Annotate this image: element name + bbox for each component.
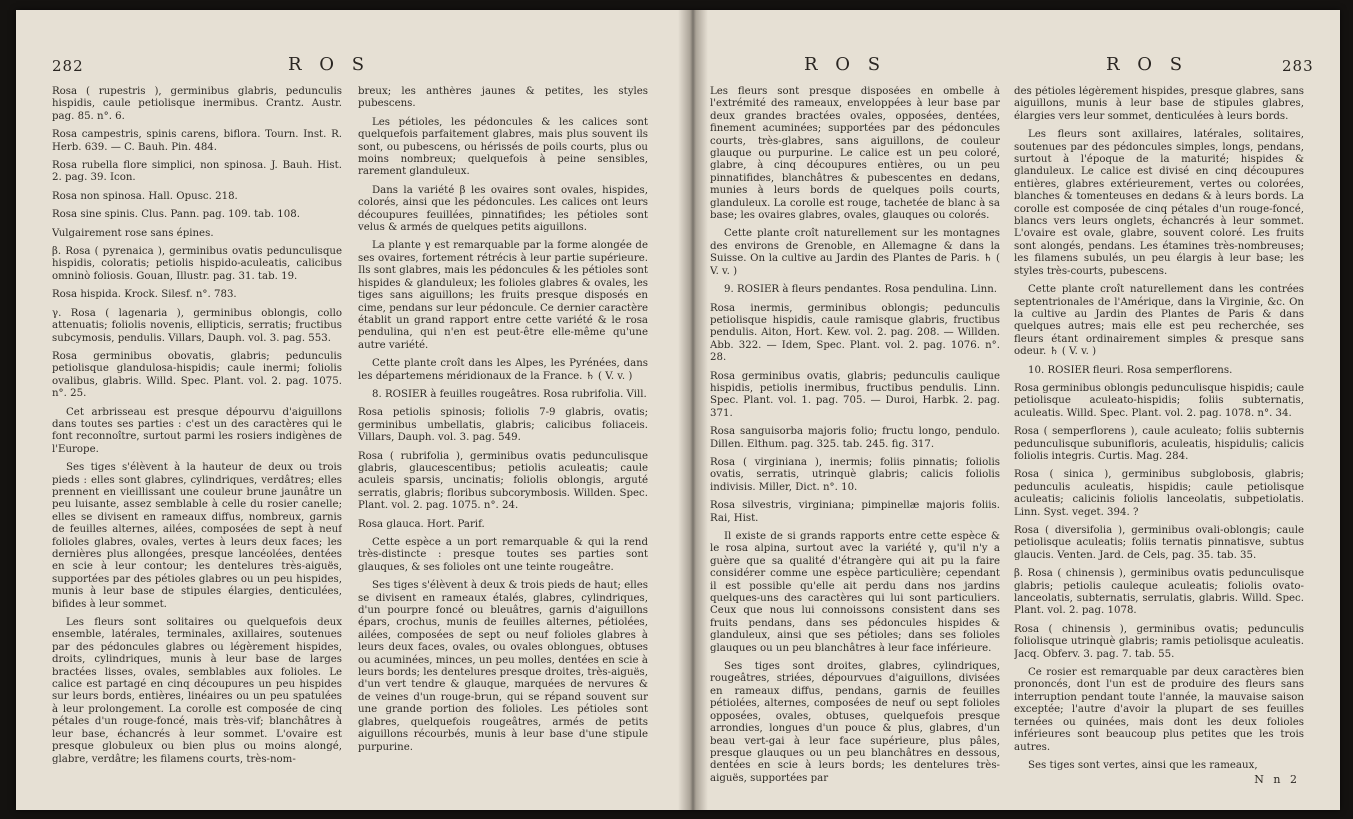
paragraph: γ. Rosa ( lagenaria ), germinibus oblongis, collo attenuatis; foliolis novenis, ellipticis, serratis; fructibus subcymosis, pendulis. Villars, Dauph. vol. 3. pag. 553. <box>52 307 342 344</box>
left-column-1 <box>52 86 342 786</box>
right-running-title-left: R O S <box>804 54 887 75</box>
right-page-number: 283 <box>1282 57 1314 75</box>
paragraph: β. Rosa ( pyrenaica ), germinibus ovatis pedunculisque hispidis, coloratis; petiolis hispido-aculeatis, calicibus omninò foliosis. Gouan, Illustr. pag. 31. tab. 19. <box>52 246 342 282</box>
paragraph: Les fleurs sont solitaires ou quelquefois deux ensemble, latérales, terminales, axillaires, soutenues par des pédoncules glabres ou légèrement hispides, droits, cylindriques, munis à leur base de larges bractées lisses, ovales, semblables aux folioles. Le calice est partagé en cinq découpures un peu hispides sur leurs bords, entières, linéaires ou un peu spatulées à leur prolongement. La corolle est composée de cinq pétales d'un rouge-foncé, mais très-vif; blanchâtres à leur base, échancrés à leur sommet. L'ovaire est presque globuleux ou bien plus ou moins alongé, glabre, verdâtre; les filamens courts, très-nom- <box>52 617 342 765</box>
paragraph: Rosa hispida. Krock. Silesf. n°. 783. <box>52 289 237 301</box>
paragraph: Ce rosier est remarquable par deux caractères bien prononcés, dont l'un est de produire des fleurs sans interruption pendant toute l'année, la mauvaise saison exceptée; l'autre d'avoir la plupart de ses feuilles ternées ou quinées, mais dont les deux folioles inférieures sont beaucoup plus petites que les trois autres. <box>1014 667 1304 753</box>
paragraph: Il existe de si grands rapports entre cette espèce & le rosa alpina, surtout avec la variété γ, qu'il n'y a guère que sa qualité d'étrangère qui ait pu la faire considérer comme une espèce particulière; cependant il est possible qu'elle ait perdu dans nos jardins quelques-uns des caractères qui lui sont particuliers. Ceux que nous lui connoissons consistent dans ses fruits pendans, dans ses pédoncules hispides & glanduleux, ainsi que ses pétioles; dans ses folioles glauques ou un peu blanchâtres à leur face inférieure. <box>710 531 1000 654</box>
paragraph: Rosa germinibus oblongis pedunculisque hispidis; caule petiolisque aculeato-hispidis; foliis subternatis, aculeatis. Willd. Spec. Plant. vol. 2. pag. 1078. n°. 34. <box>1014 382 1304 419</box>
left-page <box>16 10 686 810</box>
paragraph: Dans la variété β les ovaires sont ovales, hispides, colorés, ainsi que les pédoncules. Les calices ont leurs découpures feuillées, pinnatifides; les pétioles sont velus & armés de quelques petits aiguillons. <box>358 184 648 234</box>
paragraph: β. Rosa ( chinensis ), germinibus ovatis pedunculisque glabris; petiolis cauleque aculeatis; foliolis ovato-lanceolatis, subternatis, serrulatis, glabris. Willd. Spec. Plant. vol. 2. pag. 1078. <box>1014 568 1304 617</box>
right-page-header <box>686 54 1340 82</box>
paragraph: Vulgairement rose sans épines. <box>52 227 214 239</box>
paragraph: 8. ROSIER à feuilles rougeâtres. Rosa rubrifolia. Vill. <box>372 388 647 400</box>
paragraph: La plante γ est remarquable par la forme alongée de ses ovaires, fortement rétrécis à leur partie supérieure. Ils sont glabres, mais les pédoncules & les pétioles sont hispides & glanduleux; les folioles glabres & ovales, les tiges sans aiguillons; les fruits presque disposés en cime, pendans sur leur pédoncule. Ce dernier caractère établit un grand rapport entre cette variété & le rosa pendulina, qui n'en est peut-être elle-même qu'une autre variété. <box>358 240 648 351</box>
paragraph: Cet arbrisseau est presque dépourvu d'aiguillons dans toutes ses parties : c'est un des caractères qui le font reconnoître, surtout parmi les rosiers indigènes de l'Europe. <box>52 406 342 455</box>
paragraph: Rosa ( rubrifolia ), germinibus ovatis pedunculisque glabris, glaucescentibus; petiolis aculeatis; caule aculeis sparsis, uncinatis; foliolis oblongis, arguté serratis, glabris; floribus subcorymbosis. Willden. Spec. Plant. vol. 2. pag. 1075. n°. 24. <box>358 450 648 512</box>
paragraph: des pétioles légèrement hispides, presque glabres, sans aiguillons, munis à leur base de stipules glabres, élargies vers leur sommet, denticulées à leurs bords. <box>1014 86 1304 122</box>
left-page-header <box>16 54 686 82</box>
paragraph: Rosa ( chinensis ), germinibus ovatis; pedunculis foliolisque utrinquè glabris; ramis petiolisque aculeatis. Jacq. Obferv. 3. pag. 7. tab. 55. <box>1014 623 1304 660</box>
paragraph: Cette plante croît naturellement dans les contrées septentrionales de l'Amérique, dans la Virginie, &c. On la cultive au Jardin des Plantes de Paris & dans quelques autres; mais elle est peu recherchée, ses fleurs étant ordinairement simples & presque sans odeur. ♄ ( V. v. ) <box>1014 284 1304 358</box>
paragraph: Les fleurs sont presque disposées en ombelle à l'extrémité des rameaux, enveloppées à leur base par deux grandes bractées ovales, opposées, dentées, finement acuminées; supportées par des pédoncules courts, très-glabres, sans aiguillons, de couleur glauque ou purpurine. Le calice est un peu coloré, glabre, à cinq découpures entières, ou un peu pinnatifides, blanchâtres & pubescentes en dedans, munies à leurs bords de quelques poils courts, glanduleux. La corolle est rouge, tachetée de blanc à sa base; les ovaires glabres, ovales, glauques ou colorés. <box>710 86 1000 222</box>
paragraph: Rosa germinibus ovatis, glabris; pedunculis caulique hispidis, petiolis inermibus, fructibus pendulis. Linn. Spec. Plant. vol. 1. pag. 705. — Duroi, Harbk. 2. pag. 371. <box>710 370 1000 419</box>
paragraph: Les fleurs sont axillaires, latérales, solitaires, soutenues par des pédoncules simples, longs, pendans, surtout à l'époque de la maturité; hispides & glanduleux. Le calice est divisé en cinq découpures entières, glabres extérieurement, vertes ou colorées, blanches & tomenteuses en dedans & à leurs bords. La corolle est composée de cinq pétales d'un rouge-foncé, blancs vers leurs onglets, échancrés à leur sommet. L'ovaire est ovale, glabre, souvent coloré. Les fruits sont alongés, pendans. Les étamines très-nombreuses; les filamens subulés, un peu élargis à leur base; les styles très-courts, pubescens. <box>1014 129 1304 277</box>
paragraph: Cette plante croît dans les Alpes, les Pyrénées, dans les départemens méridionaux de la France. ♄ ( V. v. ) <box>358 358 648 382</box>
right-running-title-right: R O S <box>1106 54 1189 75</box>
paragraph: Rosa petiolis spinosis; foliolis 7-9 glabris, ovatis; germinibus umbellatis, glabris; calicibus foliaceis. Villars, Dauph. vol. 3. pag. 549. <box>358 407 648 444</box>
paragraph: Ses tiges sont droites, glabres, cylindriques, rougeâtres, striées, dépourvues d'aiguillons, divisées en rameaux diffus, pendans, garnis de feuilles pétiolées, alternes, composées de neuf ou sept folioles opposées, ovales, obtuses, quelquefois presque arrondies, longues d'un pouce & plus, glabres, d'un beau vert-gai à leur face supérieure, plus pâles, presque glauques ou un peu blanchâtres en dessous, dentées en scie à leurs bords; les dentelures très-aiguës, supportées par <box>710 661 1000 784</box>
paragraph: Ses tiges sont vertes, ainsi que les rameaux, <box>1028 759 1258 771</box>
right-column-2 <box>1014 86 1304 786</box>
paragraph: Les pétioles, les pédoncules & les calices sont quelquefois parfaitement glabres, mais plus souvent ils sont, ou pubescens, ou hérissés de poils courts, plus ou moins nombreux; quelquefois à peine sensibles, rarement glanduleux. <box>358 116 648 178</box>
page-signature: N n 2 <box>1254 773 1300 786</box>
paragraph: Ses tiges s'élèvent à deux & trois pieds de haut; elles se divisent en rameaux étalés, glabres, cylindriques, d'un pourpre foncé ou bleuâtres, garnis d'aiguillons épars, crochus, munis de feuilles alternes, pétiolées, ailées, composées de sept ou neuf folioles glabres à leurs deux faces, ovales, ou ovales oblongues, obtuses ou acuminées, minces, un peu molles, dentées en scie à leurs bords; les dentelures presque droites, très-aiguës, d'un vert tendre & glauque, marquées de nervures & de veines d'un rouge-brun, qui se répand souvent sur une grande portion des folioles. Les pétioles sont glabres, quelquefois rougeâtres, armés de petits aiguillons récourbés, munis à leur base d'une stipule purpurine. <box>358 580 648 753</box>
paragraph: 9. ROSIER à fleurs pendantes. Rosa pendulina. Linn. <box>724 284 998 296</box>
paragraph: Rosa ( virginiana ), inermis; foliis pinnatis; foliolis ovatis, serratis, utrinquè glabris; calicis foliolis indivisis. Miller, Dict. n°. 10. <box>710 456 1000 493</box>
paragraph: Rosa campestris, spinis carens, biflora. Tourn. Inst. R. Herb. 639. — C. Bauh. Pin. 484. <box>52 129 342 153</box>
book-spread <box>16 10 1340 810</box>
paragraph: Rosa silvestris, virginiana; pimpinellæ majoris foliis. Rai, Hist. <box>710 500 1000 524</box>
left-page-number: 282 <box>52 57 84 75</box>
left-column-2 <box>358 86 648 786</box>
left-running-title: R O S <box>288 54 371 75</box>
paragraph: Cette espèce a un port remarquable & qui la rend très-distincte : presque toutes ses parties sont glauques, & ses folioles ont une teinte rougeâtre. <box>358 537 648 573</box>
paragraph: Rosa germinibus obovatis, glabris; pedunculis petiolisque glandulosa-hispidis; caule inermi; foliolis ovalibus, glabris. Willd. Spec. Plant. vol. 2. pag. 1075. n°. 25. <box>52 350 342 400</box>
paragraph: Rosa non spinosa. Hall. Opusc. 218. <box>52 190 238 202</box>
paragraph: Rosa ( rupestris ), germinibus glabris, pedunculis hispidis, caule petiolisque inermibus. Crantz. Austr. pag. 85. n°. 6. <box>52 86 342 122</box>
paragraph: Rosa inermis, germinibus oblongis; pedunculis petiolisque hispidis, caule ramisque glabris, fructibus pendulis. Aiton, Hort. Kew. vol. 2. pag. 208. — Willden. Abb. 322. — Idem, Spec. Plant. vol. 2. pag. 1076. n°. 28. <box>710 302 1000 364</box>
right-column-1 <box>710 86 1000 786</box>
paragraph: Rosa sine spinis. Clus. Pann. pag. 109. tab. 108. <box>52 209 300 221</box>
right-page <box>686 10 1340 810</box>
paragraph: Rosa ( semperflorens ), caule aculeato; foliis subternis pedunculisque subunifloris, aculeatis, hispidulis; calicis foliolis integris. Curtis. Mag. 284. <box>1014 426 1304 462</box>
paragraph: Ses tiges s'élèvent à la hauteur de deux ou trois pieds : elles sont glabres, cylindriques, verdâtres; elles prennent en vieillissant une couleur brune jaunâtre un peu luisante, assez semblable à celle du rosier canelle; elles se divisent en rameaux diffus, nombreux, garnis de feuilles alternes, ailées, composées de sept à neuf folioles glabres, ovales, vertes à leurs deux faces; les dernières plus allongées, presque lancéolées, dentées en scie à leur contour; les dentelures très-aiguës, supportées par des pétioles glabres ou un peu hispides, munis à leur base de stipules élargies, denticulées, bifides à leur sommet. <box>52 462 342 610</box>
paragraph: Rosa rubella flore simplici, non spinosa. J. Bauh. Hist. 2. pag. 39. Icon. <box>52 160 342 184</box>
paragraph: Rosa ( sinica ), germinibus subglobosis, glabris; pedunculis aculeatis, hispidis; caule petiolisque aculeatis; calicinis foliolis lanceolatis, subpetiolatis. Linn. Syst. veget. 394. ? <box>1014 469 1304 518</box>
paragraph: Rosa sanguisorba majoris folio; fructu longo, pendulo. Dillen. Elthum. pag. 325. tab. 245. fig. 317. <box>710 426 1000 450</box>
paragraph: Rosa glauca. Hort. Parif. <box>358 518 485 530</box>
paragraph: 10. ROSIER fleuri. Rosa semperflorens. <box>1028 364 1233 376</box>
paragraph: Cette plante croît naturellement sur les montagnes des environs de Grenoble, en Allemagne & dans la Suisse. On la cultive au Jardin des Plantes de Paris. ♄ ( V. v. ) <box>710 228 1000 277</box>
paragraph: Rosa ( diversifolia ), germinibus ovali-oblongis; caule petiolisque aculeatis; foliis ternatis pinnatisve, subtus glaucis. Venten. Jard. de Cels, pag. 35. tab. 35. <box>1014 525 1304 561</box>
paragraph: breux; les anthères jaunes & petites, les styles pubescens. <box>358 86 648 110</box>
